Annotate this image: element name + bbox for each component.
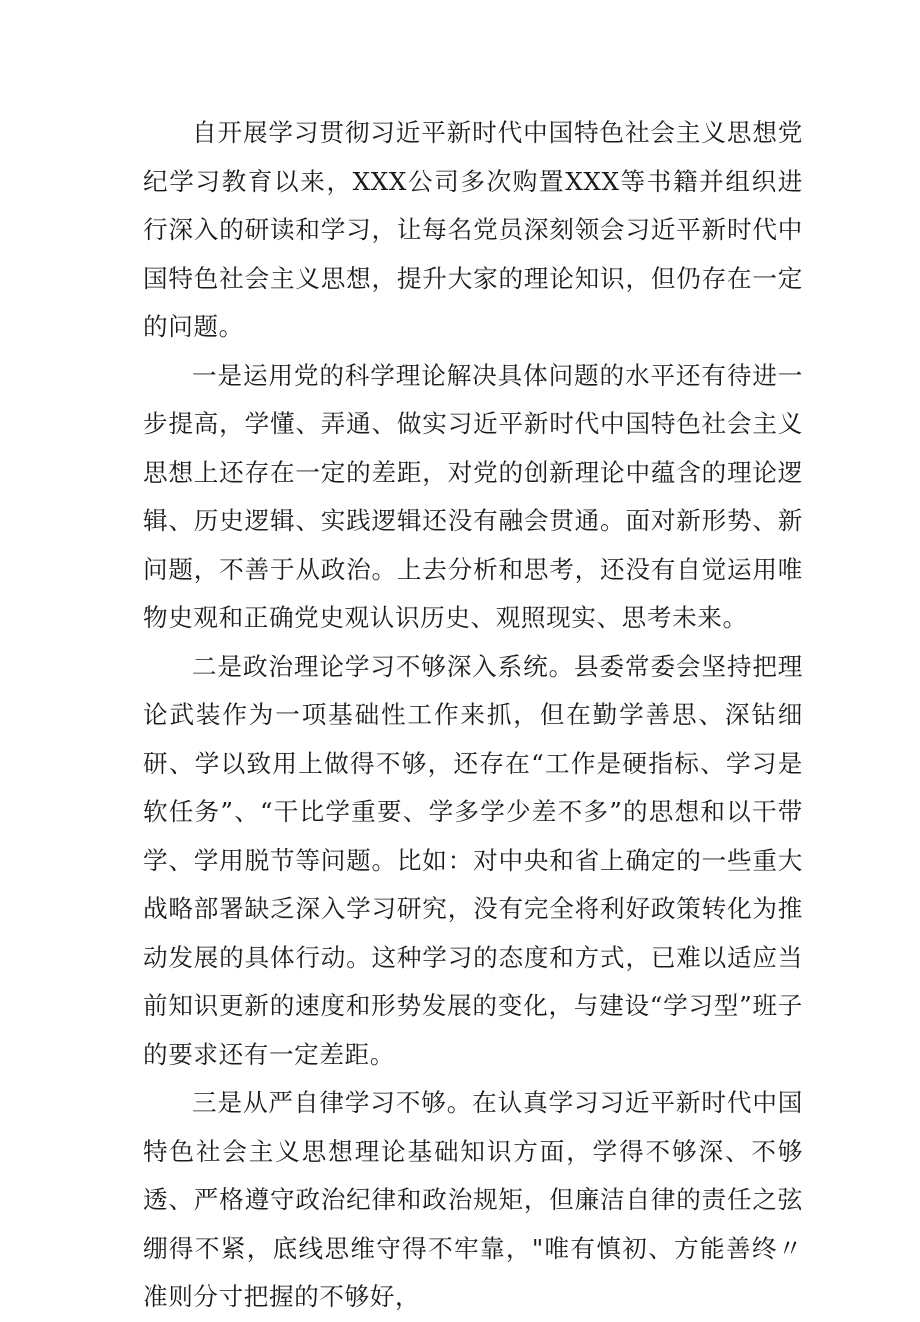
- paragraph-point-one: 一是运用党的科学理论解决具体问题的水平还有待进一步提高，学懂、弄通、做实习近平新时代中国特色社会主义思想上还存在一定的差距，对党的创新理论中蕴含的理论逻辑、历史逻辑、实践逻辑还没有融会贯通。面对新形势、新问题，不善于从政治。上去分析和思考，还没有自觉运用唯物史观和正确党史观认识历史、观照现实、思考未来。: [143, 360, 803, 632]
- paragraph-point-three: 三是从严自律学习不够。在认真学习习近平新时代中国特色社会主义思想理论基础知识方面，学得不够深、不够透、严格遵守政治纪律和政治规矩，但廉洁自律的责任之弦绷得不紧，底线思维守得不牢靠，"唯有慎初、方能善终〃准则分寸把握的不够好，: [143, 1088, 803, 1311]
- paragraph-intro: 自开展学习贯彻习近平新时代中国特色社会主义思想党纪学习教育以来，XXX公司多次购置XXX等书籍并组织进行深入的研读和学习，让每名党员深刻领会习近平新时代中国特色社会主义思想，提升大家的理论知识，但仍存在一定的问题。: [143, 118, 803, 341]
- paragraph-point-two: 二是政治理论学习不够深入系统。县委常委会坚持把理论武装作为一项基础性工作来抓，但在勤学善思、深钻细研、学以致用上做得不够，还存在“工作是硬指标、学习是软任务”、“干比学重要、学多学少差不多”的思想和以干带学、学用脱节等问题。比如：对中央和省上确定的一些重大战略部署缺乏深入学习研究，没有完全将利好政策转化为推动发展的具体行动。这种学习的态度和方式，已难以适应当前知识更新的速度和形势发展的变化，与建设“学习型”班子的要求还有一定差距。: [143, 651, 803, 1069]
- document-body: [143, 109, 803, 1322]
